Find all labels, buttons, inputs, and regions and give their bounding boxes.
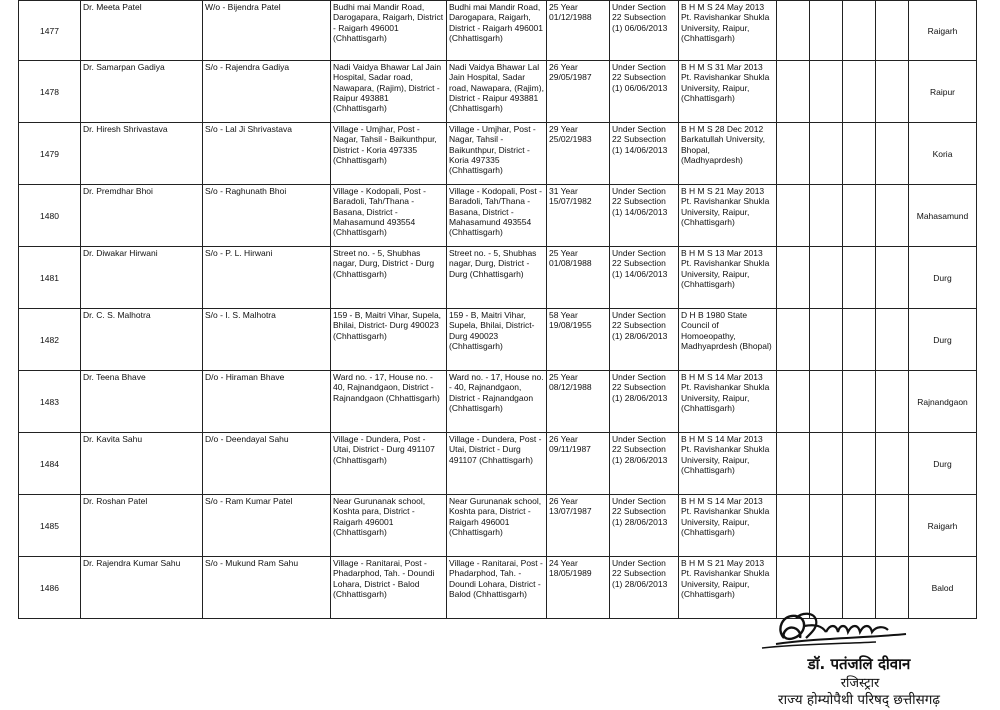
- blank-cell: [876, 1, 909, 61]
- blank-cell: [876, 247, 909, 309]
- blank-cell: [810, 247, 843, 309]
- qualification-cell: B H M S 31 Mar 2013 Pt. Ravishankar Shukla University, Raipur, (Chhattisgarh): [679, 61, 777, 123]
- district-cell: Durg: [909, 309, 977, 371]
- correspondence-address-cell: Near Gurunanak school, Koshta para, District - Raigarh 496001 (Chhattisgarh): [331, 495, 447, 557]
- district-cell: Durg: [909, 433, 977, 495]
- council-name: राज्य होम्योपैथी परिषद् छत्तीसगढ़: [778, 692, 940, 708]
- qualification-cell: B H M S 21 May 2013 Pt. Ravishankar Shukla University, Raipur, (Chhattisgarh): [679, 557, 777, 619]
- correspondence-address-cell: Village - Ranitarai, Post - Phadarphod, Tah. - Doundi Lohara, District - Balod (Chhattisgarh): [331, 557, 447, 619]
- correspondence-address-cell: Ward no. - 17, House no. - 40, Rajnandgaon, District - Rajnandgaon (Chhattisgarh): [331, 371, 447, 433]
- correspondence-address-cell: Nadi Vaidya Bhawar Lal Jain Hospital, Sadar road, Nawapara, (Rajim), District - Raipur 493881 (Chhattisgarh): [331, 61, 447, 123]
- blank-cell: [843, 371, 876, 433]
- age-dob-cell: 25 Year 01/12/1988: [547, 1, 610, 61]
- relation-cell: S/o - Lal Ji Shrivastava: [203, 123, 331, 185]
- registration-section-cell: Under Section 22 Subsection (1) 14/06/2013: [610, 123, 679, 185]
- permanent-address-cell: Street no. - 5, Shubhas nagar, Durg, District - Durg (Chhattisgarh): [447, 247, 547, 309]
- qualification-cell: B H M S 24 May 2013 Pt. Ravishankar Shukla University, Raipur, (Chhattisgarh): [679, 1, 777, 61]
- doctor-name-cell: Dr. Kavita Sahu: [81, 433, 203, 495]
- table-row: [19, 247, 977, 309]
- district-cell: Mahasamund: [909, 185, 977, 247]
- blank-cell: [843, 1, 876, 61]
- permanent-address-cell: Village - Ranitarai, Post - Phadarphod, Tah. - Doundi Lohara, District - Balod (Chhattisgarh): [447, 557, 547, 619]
- table-row: [19, 1, 977, 61]
- doctor-name-cell: Dr. Samarpan Gadiya: [81, 61, 203, 123]
- table-row: [19, 495, 977, 557]
- permanent-address-cell: Village - Dundera, Post - Utai, District - Durg 491107 (Chhattisgarh): [447, 433, 547, 495]
- blank-cell: [843, 185, 876, 247]
- doctor-name-cell: Dr. Roshan Patel: [81, 495, 203, 557]
- registration-section-cell: Under Section 22 Subsection (1) 06/06/2013: [610, 1, 679, 61]
- relation-cell: S/o - Rajendra Gadiya: [203, 61, 331, 123]
- blank-cell: [777, 495, 810, 557]
- blank-cell: [843, 247, 876, 309]
- registration-section-cell: Under Section 22 Subsection (1) 28/06/2013: [610, 309, 679, 371]
- table-row: [19, 309, 977, 371]
- doctor-name-cell: Dr. Teena Bhave: [81, 371, 203, 433]
- registration-section-cell: Under Section 22 Subsection (1) 28/06/2013: [610, 433, 679, 495]
- correspondence-address-cell: Street no. - 5, Shubhas nagar, Durg, District - Durg (Chhattisgarh): [331, 247, 447, 309]
- doctor-name-cell: Dr. Meeta Patel: [81, 1, 203, 61]
- qualification-cell: B H M S 14 Mar 2013 Pt. Ravishankar Shukla University, Raipur, (Chhattisgarh): [679, 371, 777, 433]
- district-cell: Durg: [909, 247, 977, 309]
- relation-cell: S/o - Ram Kumar Patel: [203, 495, 331, 557]
- serial-number-cell: 1481: [19, 247, 81, 309]
- blank-cell: [810, 185, 843, 247]
- blank-cell: [843, 495, 876, 557]
- table-row: [19, 123, 977, 185]
- age-dob-cell: 29 Year 25/02/1983: [547, 123, 610, 185]
- blank-cell: [876, 309, 909, 371]
- doctor-name-cell: Dr. Premdhar Bhoi: [81, 185, 203, 247]
- registrar-name: डॉ. पतंजलि दीवान: [807, 655, 911, 673]
- serial-number-cell: 1486: [19, 557, 81, 619]
- district-cell: Raigarh: [909, 1, 977, 61]
- registrar-title: रजिस्ट्रार: [840, 676, 880, 691]
- qualification-cell: B H M S 13 Mar 2013 Pt. Ravishankar Shukla University, Raipur, (Chhattisgarh): [679, 247, 777, 309]
- qualification-cell: B H M S 14 Mar 2013 Pt. Ravishankar Shukla University, Raipur, (Chhattisgarh): [679, 433, 777, 495]
- qualification-cell: D H B 1980 State Council of Homoeopathy, Madhyaprdesh (Bhopal): [679, 309, 777, 371]
- table-row: [19, 433, 977, 495]
- serial-number-cell: 1482: [19, 309, 81, 371]
- registration-section-cell: Under Section 22 Subsection (1) 14/06/2013: [610, 185, 679, 247]
- serial-number-cell: 1480: [19, 185, 81, 247]
- blank-cell: [777, 61, 810, 123]
- age-dob-cell: 26 Year 29/05/1987: [547, 61, 610, 123]
- relation-cell: S/o - I. S. Malhotra: [203, 309, 331, 371]
- registration-section-cell: Under Section 22 Subsection (1) 14/06/2013: [610, 247, 679, 309]
- blank-cell: [777, 371, 810, 433]
- blank-cell: [810, 371, 843, 433]
- blank-cell: [876, 495, 909, 557]
- blank-cell: [810, 433, 843, 495]
- age-dob-cell: 25 Year 01/08/1988: [547, 247, 610, 309]
- permanent-address-cell: Village - Kodopali, Post - Baradoli, Tah/Thana - Basana, District - Mahasamund 493554 (Chhattisgarh): [447, 185, 547, 247]
- blank-cell: [777, 247, 810, 309]
- qualification-cell: B H M S 14 Mar 2013 Pt. Ravishankar Shukla University, Raipur, (Chhattisgarh): [679, 495, 777, 557]
- blank-cell: [777, 185, 810, 247]
- serial-number-cell: 1484: [19, 433, 81, 495]
- age-dob-cell: 31 Year 15/07/1982: [547, 185, 610, 247]
- correspondence-address-cell: 159 - B, Maitri Vihar, Supela, Bhilai, District- Durg 490023 (Chhattisgarh): [331, 309, 447, 371]
- permanent-address-cell: Village - Umjhar, Post - Nagar, Tahsil - Baikunthpur, District - Koria 497335 (Chhattisgarh): [447, 123, 547, 185]
- relation-cell: S/o - Mukund Ram Sahu: [203, 557, 331, 619]
- blank-cell: [876, 61, 909, 123]
- doctor-name-cell: Dr. Rajendra Kumar Sahu: [81, 557, 203, 619]
- blank-cell: [810, 309, 843, 371]
- relation-cell: S/o - P. L. Hirwani: [203, 247, 331, 309]
- qualification-cell: B H M S 21 May 2013 Pt. Ravishankar Shukla University, Raipur, (Chhattisgarh): [679, 185, 777, 247]
- blank-cell: [876, 371, 909, 433]
- permanent-address-cell: Nadi Vaidya Bhawar Lal Jain Hospital, Sadar road, Nawapara, (Rajim), District - Raipur 493881 (Chhattisgarh): [447, 61, 547, 123]
- serial-number-cell: 1479: [19, 123, 81, 185]
- permanent-address-cell: 159 - B, Maitri Vihar, Supela, Bhilai, District- Durg 490023 (Chhattisgarh): [447, 309, 547, 371]
- registration-section-cell: Under Section 22 Subsection (1) 28/06/2013: [610, 557, 679, 619]
- correspondence-address-cell: Village - Umjhar, Post - Nagar, Tahsil - Baikunthpur, District - Koria 497335 (Chhattisgarh): [331, 123, 447, 185]
- age-dob-cell: 58 Year 19/08/1955: [547, 309, 610, 371]
- blank-cell: [777, 433, 810, 495]
- age-dob-cell: 26 Year 09/11/1987: [547, 433, 610, 495]
- serial-number-cell: 1477: [19, 1, 81, 61]
- registration-section-cell: Under Section 22 Subsection (1) 28/06/2013: [610, 495, 679, 557]
- blank-cell: [810, 123, 843, 185]
- relation-cell: D/o - Hiraman Bhave: [203, 371, 331, 433]
- permanent-address-cell: Near Gurunanak school, Koshta para, District - Raigarh 496001 (Chhattisgarh): [447, 495, 547, 557]
- blank-cell: [810, 1, 843, 61]
- district-cell: Raigarh: [909, 495, 977, 557]
- table-row: [19, 61, 977, 123]
- permanent-address-cell: Budhi mai Mandir Road, Darogapara, Raigarh, District - Raigarh 496001 (Chhattisgarh): [447, 1, 547, 61]
- doctor-name-cell: Dr. C. S. Malhotra: [81, 309, 203, 371]
- correspondence-address-cell: Budhi mai Mandir Road, Darogapara, Raigarh, District - Raigarh 496001 (Chhattisgarh): [331, 1, 447, 61]
- blank-cell: [810, 61, 843, 123]
- district-cell: Raipur: [909, 61, 977, 123]
- blank-cell: [777, 1, 810, 61]
- doctor-name-cell: Dr. Diwakar Hirwani: [81, 247, 203, 309]
- registration-section-cell: Under Section 22 Subsection (1) 28/06/2013: [610, 371, 679, 433]
- correspondence-address-cell: Village - Kodopali, Post - Baradoli, Tah/Thana - Basana, District - Mahasamund 493554 (Chhattisgarh): [331, 185, 447, 247]
- district-cell: Koria: [909, 123, 977, 185]
- age-dob-cell: 25 Year 08/12/1988: [547, 371, 610, 433]
- qualification-cell: B H M S 28 Dec 2012 Barkatullah University, Bhopal, (Madhyaprdesh): [679, 123, 777, 185]
- blank-cell: [777, 123, 810, 185]
- relation-cell: S/o - Raghunath Bhoi: [203, 185, 331, 247]
- table-body: [19, 1, 977, 619]
- table-row: [19, 185, 977, 247]
- blank-cell: [843, 61, 876, 123]
- age-dob-cell: 26 Year 13/07/1987: [547, 495, 610, 557]
- blank-cell: [876, 185, 909, 247]
- registration-section-cell: Under Section 22 Subsection (1) 06/06/2013: [610, 61, 679, 123]
- relation-cell: D/o - Deendayal Sahu: [203, 433, 331, 495]
- relation-cell: W/o - Bijendra Patel: [203, 1, 331, 61]
- correspondence-address-cell: Village - Dundera, Post - Utai, District - Durg 491107 (Chhattisgarh): [331, 433, 447, 495]
- district-cell: Rajnandgaon: [909, 371, 977, 433]
- serial-number-cell: 1485: [19, 495, 81, 557]
- blank-cell: [876, 433, 909, 495]
- registration-table: [18, 0, 977, 619]
- blank-cell: [777, 309, 810, 371]
- table-row: [19, 371, 977, 433]
- blank-cell: [876, 123, 909, 185]
- blank-cell: [843, 309, 876, 371]
- district-cell: Balod: [909, 557, 977, 619]
- blank-cell: [843, 123, 876, 185]
- permanent-address-cell: Ward no. - 17, House no. - 40, Rajnandgaon, District - Rajnandgaon (Chhattisgarh): [447, 371, 547, 433]
- doctor-name-cell: Dr. Hiresh Shrivastava: [81, 123, 203, 185]
- blank-cell: [810, 495, 843, 557]
- serial-number-cell: 1483: [19, 371, 81, 433]
- serial-number-cell: 1478: [19, 61, 81, 123]
- blank-cell: [843, 433, 876, 495]
- age-dob-cell: 24 Year 18/05/1989: [547, 557, 610, 619]
- signature-image: [756, 604, 916, 656]
